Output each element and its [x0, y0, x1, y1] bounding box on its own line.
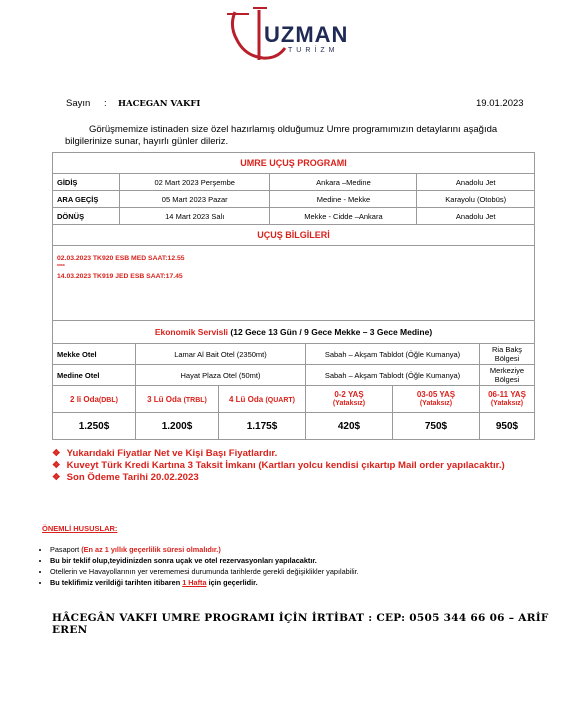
flight-info-title: UÇUŞ BİLGİLERİ	[53, 225, 535, 246]
list-item: • Bu bir teklif olup,teyidinizden sonra uçak ve otel rezervasyonları yapılacaktır.	[50, 555, 520, 566]
table-row	[53, 344, 535, 365]
stay-duration: (12 Gece 13 Gün / 9 Gece Mekke – 3 Gece Medine)	[230, 327, 433, 337]
brand-subtitle: TURİZM	[288, 47, 339, 54]
price-value-row	[53, 413, 535, 440]
table-row	[53, 208, 535, 225]
flight-program-title: UMRE UÇUŞ PROGRAMI	[53, 153, 535, 174]
price-value: 1.175$	[219, 413, 306, 440]
important-list	[34, 544, 520, 588]
contact-line: HÂCEGÂN VAKFI UMRE PROGRAMI İÇİN İRTİBAT : CEP: 0505 344 66 06 – ARİF EREN	[52, 612, 549, 636]
table-row	[53, 174, 535, 191]
list-item: • Otellerin ve Havayollarının yer verememesi durumunda tarihlerde gerekli değişiklikler yapılabilir.	[50, 566, 520, 577]
price-header: 2 li Oda(DBL)	[53, 386, 136, 413]
hotel-name: Hayat Plaza Otel (50mt)	[136, 365, 306, 386]
row-label: Medine Otel	[53, 365, 136, 386]
salutation-colon: :	[104, 98, 107, 109]
intro-paragraph: Görüşmemize istinaden size özel hazırlamış olduğumuz Umre programımızın detaylarını aşağıda bilgilerinize sunar, hayırlı günler dileriz.	[65, 124, 498, 147]
row-date: 02 Mart 2023 Perşembe	[120, 174, 270, 191]
recipient-name: HACEGAN VAKFI	[118, 99, 201, 109]
salutation: Sayın	[66, 98, 91, 109]
hotel-table-title	[53, 321, 535, 344]
service-type: Ekonomik Servisli	[154, 327, 229, 337]
row-route: Ankara –Medine	[270, 174, 417, 191]
price-value: 750$	[393, 413, 480, 440]
flight-line: 02.03.2023 TK920 ESB MED SAAT:12.55	[57, 255, 185, 262]
price-value: 1.200$	[136, 413, 219, 440]
table-row	[53, 365, 535, 386]
price-header: 3 Lü Oda (TRBL)	[136, 386, 219, 413]
row-carrier: Anadolu Jet	[417, 208, 535, 225]
flight-info-details	[53, 246, 535, 321]
row-route: Mekke - Cidde –Ankara	[270, 208, 417, 225]
table-row	[53, 191, 535, 208]
row-date: 14 Mart 2023 Salı	[120, 208, 270, 225]
hotel-area: Merkeziye Bölgesi	[480, 365, 535, 386]
flight-line-mark: ****	[57, 264, 65, 270]
important-title: ÖNEMLİ HUSUSLAR:	[42, 524, 118, 533]
price-header: 03-05 YAŞ (Yataksız)	[393, 386, 480, 413]
row-label: ARA GEÇİŞ	[53, 191, 120, 208]
flight-program-table	[52, 152, 535, 321]
price-value: 420$	[306, 413, 393, 440]
price-header-row	[53, 386, 535, 413]
hotel-name: Lamar Al Bait Otel (2350mt)	[136, 344, 306, 365]
note-item: ❖ Kuveyt Türk Kredi Kartına 3 Taksit İmkanı (Kartları yolcu kendisi çıkartıp Mail order yapılacaktır.)	[52, 460, 505, 472]
row-carrier: Anadolu Jet	[417, 174, 535, 191]
note-item: ❖ Son Ödeme Tarihi 20.02.2023	[52, 472, 505, 484]
row-date: 05 Mart 2023 Pazar	[120, 191, 270, 208]
row-route: Medine - Mekke	[270, 191, 417, 208]
board-type: Sabah – Akşam Tabldot (Öğle Kumanya)	[306, 344, 480, 365]
hotel-area: Ria Bakş Bölgesi	[480, 344, 535, 365]
note-item: ❖ Yukarıdaki Fiyatlar Net ve Kişi Başı Fiyatlardır.	[52, 448, 505, 460]
price-header: 4 Lü Oda (QUART)	[219, 386, 306, 413]
list-item: • Bu teklifimiz verildiği tarihten itibaren 1 Hafta için geçerlidir.	[50, 577, 520, 588]
row-carrier: Karayolu (Otobüs)	[417, 191, 535, 208]
board-type: Sabah – Akşam Tablodt (Öğle Kumanya)	[306, 365, 480, 386]
price-notes	[52, 448, 505, 484]
price-header: 06-11 YAŞ (Yataksız)	[480, 386, 535, 413]
flight-line: 14.03.2023 TK919 JED ESB SAAT:17.45	[57, 273, 183, 280]
list-item: • Pasaport (En az 1 yıllık geçerlilik süresi olmalıdır.)	[50, 544, 520, 555]
row-label: DÖNÜŞ	[53, 208, 120, 225]
hotel-pricing-table	[52, 320, 535, 440]
row-label: GİDİŞ	[53, 174, 120, 191]
price-header: 0-2 YAŞ (Yataksız)	[306, 386, 393, 413]
document-date: 19.01.2023	[476, 98, 524, 109]
row-label: Mekke Otel	[53, 344, 136, 365]
price-value: 1.250$	[53, 413, 136, 440]
price-value: 950$	[480, 413, 535, 440]
brand-name: UZMAN	[264, 22, 349, 47]
